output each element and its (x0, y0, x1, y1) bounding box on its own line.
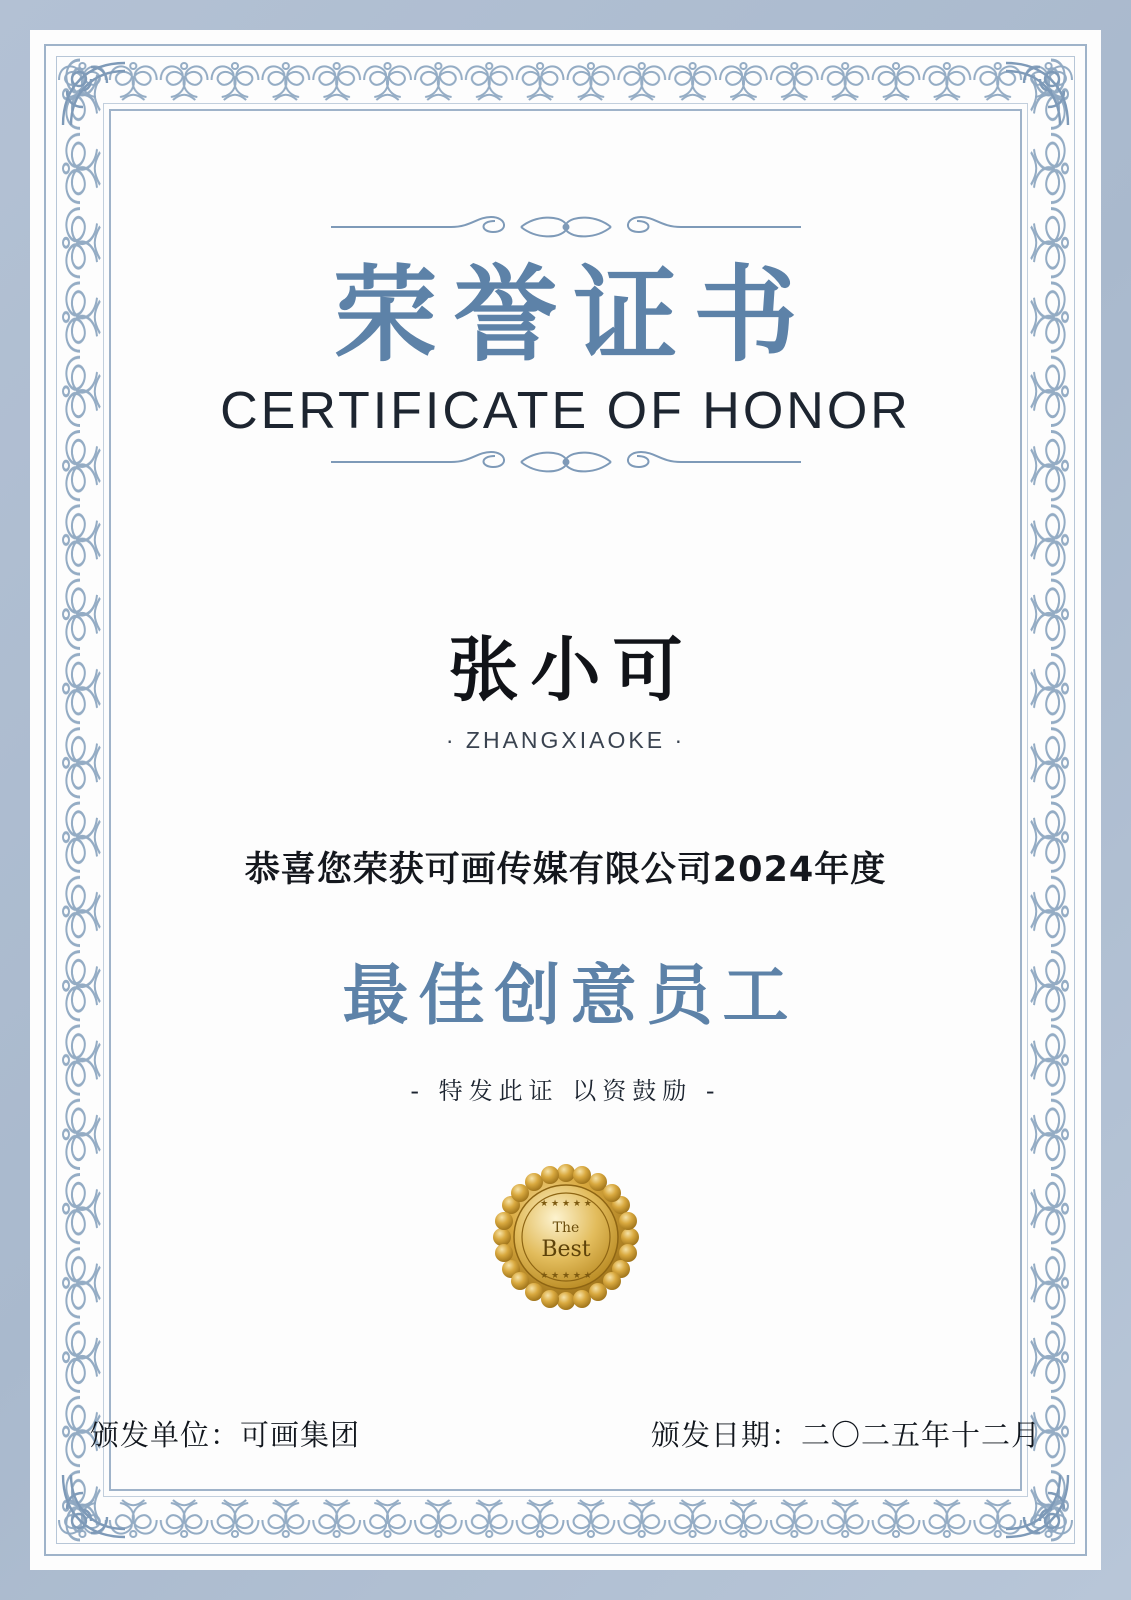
seal-top-text: The (552, 1220, 579, 1237)
seal-container (130, 1162, 1001, 1312)
corner-flourish-top-left-icon (57, 57, 131, 131)
divider-top-icon (331, 212, 801, 242)
certificate-title-cn: 荣誉证书 (333, 253, 814, 376)
congratulation-text: 恭喜您荣获可画传媒有限公司2024年度 (244, 850, 887, 891)
svg-text:★ ★ ★ ★ ★: ★ ★ ★ ★ ★ (539, 1199, 592, 1210)
encouragement-text: - 特发此证 以资鼓励 - (410, 1077, 721, 1106)
scrollwork-top-icon (57, 57, 1074, 103)
certificate-paper (30, 30, 1101, 1570)
issuer-label: 颁发单位： (90, 1418, 241, 1452)
certificate-footer (90, 1413, 1041, 1454)
scrollwork-bottom-icon (57, 1497, 1074, 1543)
scrollwork-left-icon (57, 57, 103, 1543)
corner-flourish-bottom-left-icon (57, 1469, 131, 1543)
date-field (651, 1413, 1041, 1454)
date-label: 颁发日期： (650, 1418, 801, 1452)
corner-flourish-top-right-icon (1000, 57, 1074, 131)
recipient-pinyin: · ZHANGXIAOKE · (445, 727, 686, 754)
corner-flourish-bottom-right-icon (1000, 1469, 1074, 1543)
seal-main-text: Best (540, 1237, 591, 1263)
certificate-content (130, 130, 1001, 1470)
recipient-name: 张小可 (448, 629, 695, 712)
award-title: 最佳创意员工 (342, 956, 799, 1035)
divider-bottom-icon (331, 447, 801, 477)
scrollwork-right-icon (1028, 57, 1074, 1543)
issuer-value: 可画集团 (240, 1418, 361, 1452)
svg-text:★ ★ ★ ★ ★: ★ ★ ★ ★ ★ (539, 1271, 592, 1282)
gold-seal-badge-icon (491, 1162, 641, 1312)
date-value: 二〇二五年十二月 (800, 1418, 1041, 1452)
issuer-field (90, 1413, 360, 1454)
certificate-title-en: CERTIFICATE OF HONOR (220, 382, 911, 441)
